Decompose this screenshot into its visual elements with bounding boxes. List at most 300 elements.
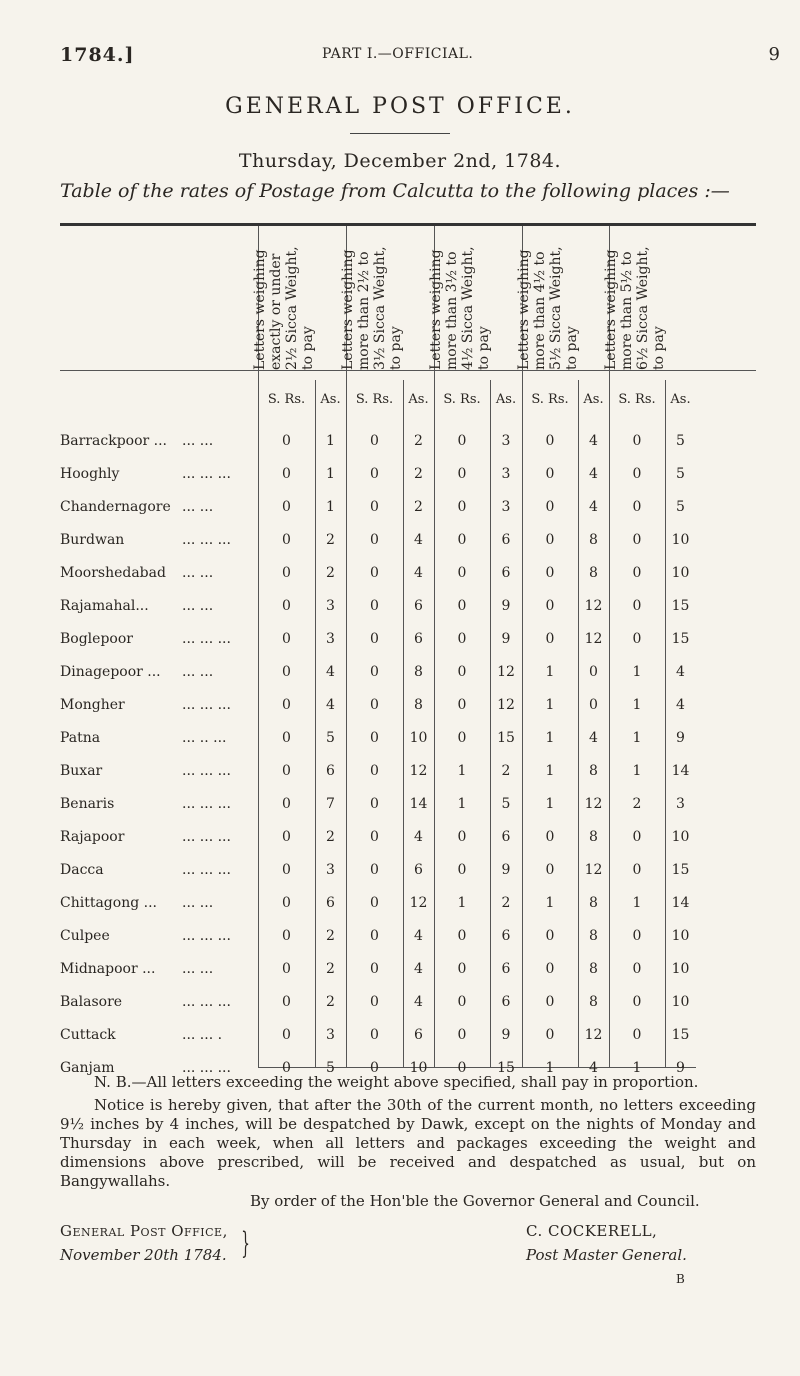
unit-label: S. Rs. [618, 392, 656, 407]
column-header-line: more than 4½ to [531, 251, 548, 370]
rate-value: 14 [671, 895, 690, 911]
rate-value: 15 [497, 730, 515, 746]
rate-value: 9 [501, 631, 511, 647]
column-header-line: to pay [476, 326, 492, 370]
place-label: Chittagong ... [60, 895, 157, 911]
rate-value: 4 [326, 697, 335, 713]
office-name: General Post Office, [60, 1222, 228, 1240]
rate-value: 4 [676, 664, 685, 680]
rate-value: 10 [671, 928, 690, 944]
rate-value: 0 [632, 466, 642, 482]
place-label: Chandernagore [60, 499, 171, 515]
rate-value: 0 [545, 1027, 555, 1043]
rate-value: 14 [409, 796, 428, 812]
rate-value: 6 [414, 1027, 423, 1043]
rate-value: 2 [326, 565, 335, 581]
rate-value: 0 [282, 1060, 291, 1076]
rate-value: 9 [676, 730, 685, 746]
rate-value: 0 [632, 928, 642, 944]
place-label: Boglepoor [60, 631, 133, 647]
rate-value: 0 [457, 499, 467, 515]
rate-value: 3 [326, 631, 335, 647]
rate-value: 12 [584, 598, 603, 614]
rupee-anna-divider [315, 380, 316, 1067]
notice-text: Notice is hereby given, that after the 30th of the current month, no letters exceeding 9½ inches by 4 inches, will be despatched by Dawk, except on the nights of Monday and Thursday in each week, when all letters and packages exceeding the weight and dimensions above prescribed, will be received and despatched as usual, but on Bangywallahs. [60, 1096, 756, 1190]
leader-dots: ... ... ... [182, 697, 231, 713]
rate-value: 15 [671, 1027, 690, 1043]
rate-value: 0 [370, 1060, 379, 1076]
rate-value: 0 [632, 961, 642, 977]
rate-value: 12 [497, 697, 515, 713]
rate-value: 8 [589, 763, 598, 779]
rate-value: 15 [671, 631, 690, 647]
rate-value: 0 [457, 631, 467, 647]
rate-value: 6 [326, 763, 335, 779]
rate-value: 0 [282, 565, 291, 581]
rate-value: 2 [326, 928, 335, 944]
rate-value: 0 [370, 763, 379, 779]
unit-label: S. Rs. [531, 392, 569, 407]
column-header-line: 5½ Sicca Weight, [547, 246, 564, 370]
rate-value: 0 [589, 664, 598, 680]
rate-value: 6 [501, 994, 511, 1010]
rate-value: 4 [414, 961, 423, 977]
dateline: Thursday, December 2nd, 1784. [238, 150, 562, 172]
unit-label: As. [670, 392, 691, 407]
column-header-line: 6½ Sicca Weight, [634, 246, 651, 370]
place-name [60, 796, 114, 812]
rate-value: 8 [589, 928, 598, 944]
place-label: Hooghly [60, 466, 120, 482]
place-label: Buxar [60, 763, 103, 779]
rate-value: 8 [589, 961, 598, 977]
rate-value: 8 [589, 829, 598, 845]
rate-value: 0 [370, 598, 379, 614]
rate-value: 0 [457, 862, 467, 878]
rate-value: 6 [501, 532, 511, 548]
rate-value: 8 [589, 565, 598, 581]
place-label: Cuttack [60, 1027, 116, 1043]
rate-value: 0 [282, 664, 291, 680]
place-label: Midnapoor ... [60, 961, 156, 977]
rate-value: 7 [326, 796, 335, 812]
rate-value: 0 [370, 433, 379, 449]
rate-value: 3 [501, 499, 511, 515]
place-label: Rajapoor [60, 829, 125, 845]
rate-value: 10 [671, 532, 690, 548]
place-label: Rajamahal... [60, 598, 149, 614]
leader-dots: ... ... ... [182, 928, 231, 944]
rate-value: 0 [545, 532, 555, 548]
rate-value: 10 [671, 829, 690, 845]
place-label: Culpee [60, 928, 110, 944]
column-header-line: more than 3½ to [444, 251, 460, 370]
rate-value: 0 [457, 697, 467, 713]
place-label: Dinagepoor ... [60, 664, 161, 680]
brace: } [241, 1226, 250, 1261]
unit-label: S. Rs. [443, 392, 481, 407]
leader-dots: ... ... ... [182, 862, 231, 878]
rate-value: 4 [414, 928, 423, 944]
rate-value: 0 [282, 466, 291, 482]
rate-value: 3 [326, 862, 335, 878]
column-header-line: exactly or under [268, 253, 284, 370]
rate-value: 0 [632, 1027, 642, 1043]
leader-dots: ... ... [182, 961, 214, 977]
leader-dots: ... ... . [182, 1027, 223, 1043]
rate-value: 9 [501, 598, 511, 614]
place-label: Mongher [60, 697, 125, 713]
place-name [60, 994, 122, 1010]
column-header-text [428, 226, 528, 370]
rate-value: 4 [326, 664, 335, 680]
column-header-line: Letters weighing [340, 249, 356, 370]
rate-value: 8 [414, 697, 423, 713]
rate-value: 12 [584, 796, 603, 812]
rate-value: 5 [676, 433, 685, 449]
place-name [60, 763, 102, 779]
place-label: Burdwan [60, 532, 125, 548]
leader-dots: ... ... [182, 895, 214, 911]
rate-value: 0 [370, 961, 379, 977]
rate-value: 10 [409, 730, 428, 746]
leader-dots: ... ... ... [182, 829, 231, 845]
rate-value: 0 [632, 433, 642, 449]
rate-value: 2 [501, 763, 511, 779]
rate-value: 1 [545, 763, 555, 779]
column-header-text [603, 226, 703, 370]
rate-value: 0 [370, 565, 379, 581]
unit-label: As. [495, 392, 517, 407]
rate-value: 0 [457, 433, 467, 449]
rate-value: 0 [282, 598, 291, 614]
place-label: Balasore [60, 994, 123, 1010]
column-header [252, 226, 346, 370]
rate-value: 8 [589, 895, 598, 911]
column-header-line: Letters weighing [428, 249, 444, 370]
place-label: Dacca [60, 862, 104, 878]
column-header-line: Letters weighing [252, 249, 268, 370]
rate-value: 4 [414, 829, 423, 845]
rupee-anna-divider [403, 380, 404, 1067]
column-header-line: Letters weighing [602, 249, 619, 370]
rate-value: 0 [545, 994, 555, 1010]
running-head [60, 44, 780, 68]
place-name [60, 499, 171, 515]
signature-block [526, 1222, 687, 1264]
rate-value: 0 [370, 730, 379, 746]
rate-value: 10 [671, 565, 690, 581]
rate-value: 0 [457, 664, 467, 680]
rate-value: 6 [414, 631, 423, 647]
place-name [60, 829, 124, 845]
place-name [60, 928, 110, 944]
rate-value: 0 [457, 532, 467, 548]
rate-value: 2 [326, 961, 335, 977]
rate-value: 1 [632, 697, 642, 713]
rate-value: 0 [282, 862, 291, 878]
rate-value: 0 [632, 565, 642, 581]
rate-value: 0 [632, 532, 642, 548]
rate-value: 1 [545, 664, 555, 680]
unit-label: As. [320, 392, 341, 407]
order-line: By order of the Hon'ble the Governor General and Council. [250, 1192, 700, 1210]
place-name [60, 862, 104, 878]
leader-dots: ... ... ... [182, 532, 231, 548]
rate-value: 0 [545, 961, 555, 977]
rate-value: 4 [414, 994, 423, 1010]
rate-value: 1 [326, 466, 335, 482]
leader-dots: ... ... ... [182, 466, 231, 482]
column-header-text [252, 226, 352, 370]
rate-value: 12 [497, 664, 515, 680]
rate-value: 3 [501, 433, 511, 449]
place-name [60, 631, 133, 647]
rate-value: 1 [545, 796, 555, 812]
rate-value: 0 [370, 862, 379, 878]
column-header [515, 226, 609, 370]
rate-value: 2 [326, 532, 335, 548]
column-header-text [340, 226, 440, 370]
place-name [60, 433, 167, 449]
rate-value: 6 [501, 565, 511, 581]
leader-dots: ... ... ... [182, 796, 231, 812]
rate-value: 1 [457, 895, 467, 911]
rate-value: 0 [370, 664, 379, 680]
place-label: Moorshedabad [60, 565, 166, 581]
rate-value: 0 [457, 565, 467, 581]
rate-value: 0 [282, 730, 291, 746]
rate-value: 4 [589, 466, 598, 482]
rate-value: 5 [326, 1060, 335, 1076]
rate-value: 5 [326, 730, 335, 746]
rate-value: 5 [501, 796, 511, 812]
page-title: GENERAL POST OFFICE. [225, 94, 575, 119]
rate-value: 4 [414, 565, 423, 581]
rate-value: 12 [584, 862, 603, 878]
rupee-anna-divider [665, 380, 666, 1067]
rate-value: 8 [589, 994, 598, 1010]
place-name [60, 598, 149, 614]
rate-value: 1 [632, 1060, 642, 1076]
unit-label: As. [408, 392, 429, 407]
rate-value: 0 [282, 829, 291, 845]
rate-value: 1 [545, 895, 555, 911]
rate-value: 0 [457, 961, 467, 977]
rate-value: 6 [326, 895, 335, 911]
rate-value: 8 [414, 664, 423, 680]
rate-value: 8 [589, 532, 598, 548]
rate-value: 3 [676, 796, 685, 812]
leader-dots: ... ... ... [182, 763, 231, 779]
rate-value: 1 [632, 730, 642, 746]
column-header-line: more than 5½ to [618, 251, 635, 370]
table-caption: Table of the rates of Postage from Calcutta to the following places :— [60, 180, 730, 202]
rate-value: 2 [326, 994, 335, 1010]
nb-note: N. B.—All letters exceeding the weight above specified, shall pay in proportion. [94, 1073, 699, 1091]
column-header-line: 3½ Sicca Weight, [372, 246, 388, 370]
rate-value: 1 [545, 697, 555, 713]
rate-value: 12 [409, 895, 428, 911]
rate-value: 10 [671, 994, 690, 1010]
place-name [60, 697, 125, 713]
rate-value: 0 [632, 598, 642, 614]
rate-value: 1 [326, 433, 335, 449]
rate-value: 6 [414, 862, 423, 878]
rate-value: 0 [545, 466, 555, 482]
rate-value: 0 [370, 895, 379, 911]
rupee-anna-divider [578, 380, 579, 1067]
unit-label: S. Rs. [355, 392, 394, 407]
rate-value: 0 [370, 631, 379, 647]
rate-value: 0 [457, 466, 467, 482]
rate-value: 0 [545, 862, 555, 878]
rate-value: 0 [282, 532, 291, 548]
rate-value: 15 [671, 598, 690, 614]
rate-value: 0 [545, 928, 555, 944]
rate-value: 1 [632, 664, 642, 680]
rate-value: 12 [584, 631, 603, 647]
rate-value: 0 [282, 961, 291, 977]
rate-value: 2 [414, 466, 423, 482]
leader-dots: ... ... ... [182, 1060, 231, 1076]
place-label: Barrackpoor ... [60, 433, 168, 449]
table-bottom-rule [258, 1067, 696, 1068]
rate-value: 9 [501, 1027, 511, 1043]
rate-value: 2 [501, 895, 511, 911]
column-header-line: Letters weighing [515, 249, 532, 370]
place-name [60, 532, 124, 548]
leader-dots: ... ... [182, 598, 214, 614]
rate-value: 4 [589, 433, 598, 449]
rate-value: 0 [282, 796, 291, 812]
rate-value: 0 [545, 829, 555, 845]
rate-value: 0 [545, 598, 555, 614]
rate-value: 4 [589, 730, 598, 746]
signatory-name: C. COCKERELL, [526, 1222, 658, 1240]
rate-value: 9 [501, 862, 511, 878]
leader-dots: ... ... ... [182, 994, 231, 1010]
rate-value: 0 [282, 697, 291, 713]
rate-value: 5 [676, 499, 685, 515]
rate-value: 0 [632, 499, 642, 515]
rate-value: 5 [676, 466, 685, 482]
rate-value: 6 [501, 829, 511, 845]
rate-value: 0 [370, 499, 379, 515]
rate-value: 0 [457, 829, 467, 845]
rate-value: 0 [282, 895, 291, 911]
rate-value: 0 [370, 697, 379, 713]
rate-value: 0 [457, 598, 467, 614]
rate-value: 0 [282, 499, 291, 515]
rate-value: 0 [632, 994, 642, 1010]
leader-dots: ... ... ... [182, 631, 231, 647]
rate-value: 15 [497, 1060, 515, 1076]
column-header-line: to pay [300, 326, 316, 370]
rate-value: 0 [545, 631, 555, 647]
rate-value: 0 [545, 499, 555, 515]
rate-value: 0 [370, 532, 379, 548]
rate-value: 4 [589, 499, 598, 515]
rate-value: 0 [370, 928, 379, 944]
rate-value: 6 [501, 961, 511, 977]
rate-value: 3 [326, 1027, 335, 1043]
rate-value: 0 [282, 631, 291, 647]
unit-label: S. Rs. [267, 392, 306, 407]
office-date: November 20th 1784. [60, 1246, 227, 1264]
column-header-text [516, 226, 616, 370]
rate-value: 0 [632, 631, 642, 647]
rate-value: 0 [632, 862, 642, 878]
rate-value: 14 [671, 763, 690, 779]
rate-value: 6 [501, 928, 511, 944]
rate-value: 2 [414, 499, 423, 515]
column-header-line: to pay [388, 326, 404, 370]
rate-value: 0 [457, 730, 467, 746]
unit-label: As. [583, 392, 604, 407]
rate-value: 1 [632, 895, 642, 911]
place-name [60, 730, 100, 746]
rate-value: 0 [457, 928, 467, 944]
rate-value: 12 [409, 763, 428, 779]
place-name [60, 664, 161, 680]
rate-value: 15 [671, 862, 690, 878]
signatory-title: Post Master General. [526, 1246, 687, 1264]
running-head-part: PART I.—OFFICIAL. [322, 46, 474, 62]
signature-mark: B [676, 1272, 685, 1286]
rate-value: 0 [370, 1027, 379, 1043]
rate-value: 4 [589, 1060, 598, 1076]
column-header [602, 226, 696, 370]
rate-value: 0 [457, 1027, 467, 1043]
rate-value: 0 [282, 928, 291, 944]
rate-value: 0 [282, 763, 291, 779]
page-number: 9 [768, 44, 780, 65]
rupee-anna-divider [490, 380, 491, 1067]
header-bottom-rule [60, 370, 756, 371]
place-label: Patna [60, 730, 101, 746]
leader-dots: ... .. ... [182, 730, 227, 746]
rate-value: 3 [326, 598, 335, 614]
rate-value: 0 [457, 1060, 467, 1076]
rate-value: 2 [414, 433, 423, 449]
rate-value: 0 [457, 994, 467, 1010]
column-header [340, 226, 434, 370]
rate-value: 1 [545, 1060, 555, 1076]
place-name [60, 565, 166, 581]
column-header-line: to pay [563, 326, 580, 370]
rate-value: 9 [676, 1060, 685, 1076]
place-name [60, 895, 157, 911]
rate-value: 0 [282, 1027, 291, 1043]
column-header [428, 226, 522, 370]
place-label: Ganjam [60, 1060, 115, 1076]
rate-value: 1 [457, 763, 467, 779]
office-block [60, 1222, 228, 1264]
rate-value: 0 [370, 466, 379, 482]
rate-value: 12 [584, 1027, 603, 1043]
rate-value: 10 [409, 1060, 428, 1076]
column-header-line: 4½ Sicca Weight, [460, 246, 476, 370]
rate-value: 1 [632, 763, 642, 779]
rate-value: 2 [326, 829, 335, 845]
column-header-line: more than 2½ to [356, 251, 372, 370]
title-rule [350, 133, 450, 134]
column-header-line: to pay [650, 326, 667, 370]
place-name [60, 961, 155, 977]
rate-value: 3 [501, 466, 511, 482]
rate-value: 10 [671, 961, 690, 977]
